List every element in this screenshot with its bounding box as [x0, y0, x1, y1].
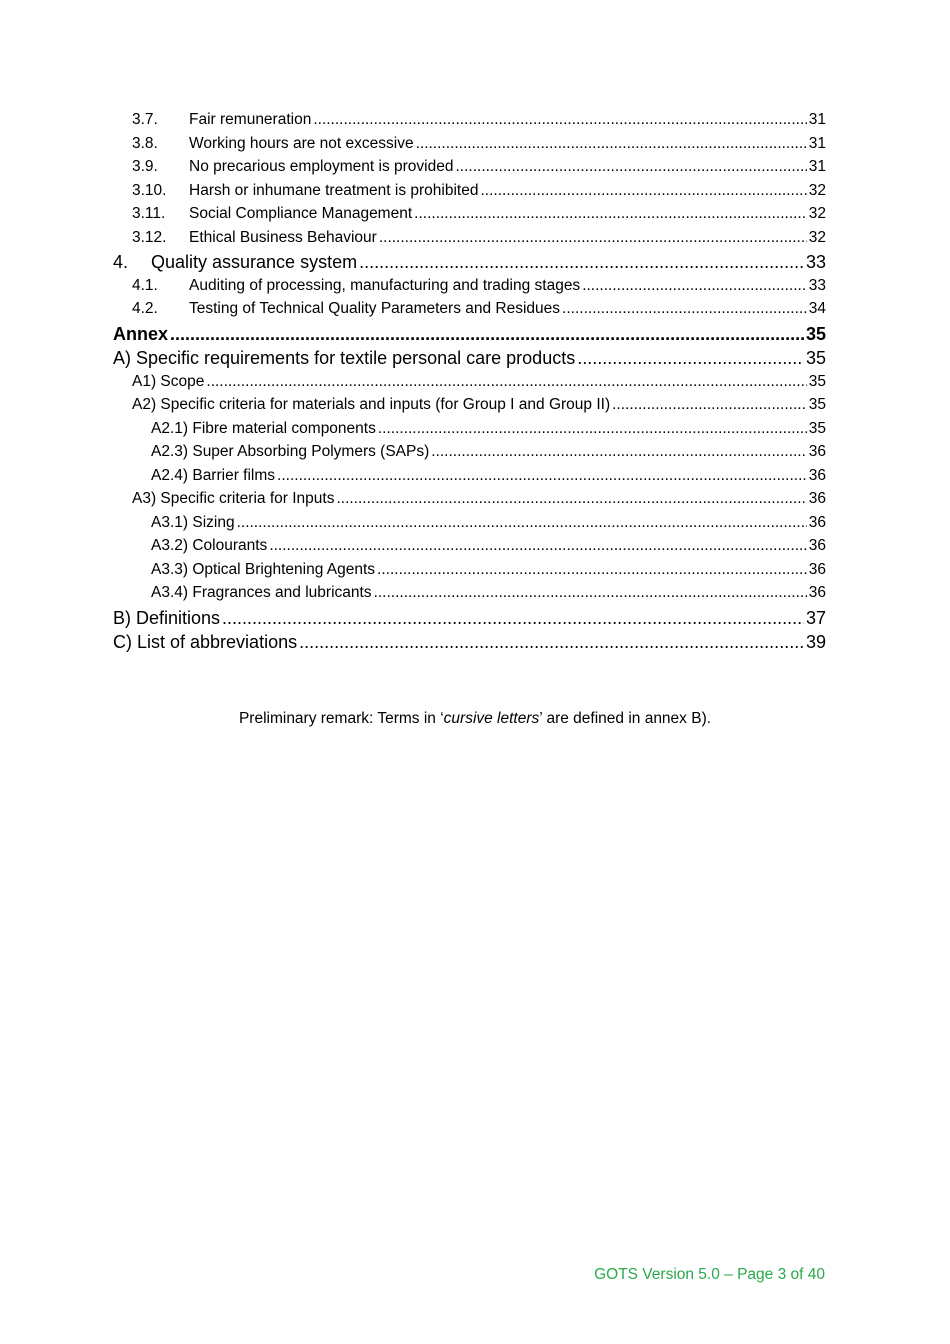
toc-entry-title: A2) Specific criteria for materials and inputs (for Group I and Group II)	[132, 396, 611, 413]
toc-entry-title: A) Specific requirements for textile personal care products	[113, 348, 576, 368]
toc-dot-leader	[455, 158, 806, 176]
toc-entry[interactable]	[113, 135, 826, 159]
toc-entry-number: 3.12.	[132, 228, 167, 246]
toc-entry-title: Harsh or inhumane treatment is prohibited	[189, 181, 479, 199]
toc-entry-number: 3.7.	[132, 111, 158, 128]
toc-entry[interactable]	[113, 537, 826, 561]
toc-entry[interactable]	[113, 608, 826, 633]
toc-entry-title: C) List of abbreviations	[113, 632, 298, 652]
remark-italic-term: cursive letters	[443, 710, 540, 727]
toc-entry[interactable]	[113, 348, 826, 373]
toc-entry-page: 34	[808, 300, 826, 317]
preliminary-remark	[0, 710, 950, 728]
toc-entry-page: 35	[808, 419, 826, 437]
toc-entry[interactable]	[113, 182, 826, 206]
toc-entry[interactable]	[113, 277, 826, 301]
toc-dot-leader	[377, 561, 807, 579]
toc-dot-leader	[313, 111, 806, 129]
toc-entry-title: No precarious employment is provided	[189, 158, 454, 175]
page-footer: GOTS Version 5.0 – Page 3 of 40	[594, 1266, 825, 1283]
toc-dot-leader	[237, 514, 807, 532]
toc-entry-page: 35	[805, 323, 826, 344]
toc-entry[interactable]	[113, 396, 826, 420]
toc-entry-page: 36	[808, 443, 826, 460]
toc-entry-title: Auditing of processing, manufacturing and trading stages	[189, 276, 581, 294]
toc-entry[interactable]	[113, 373, 826, 397]
toc-entry[interactable]	[113, 229, 826, 253]
toc-entry-page: 36	[808, 513, 826, 531]
toc-dot-leader	[378, 420, 807, 438]
toc-dot-leader	[299, 632, 804, 653]
toc-dot-leader	[379, 229, 807, 247]
toc-entry-title: A3.1) Sizing	[151, 513, 235, 531]
toc-entry-page: 35	[808, 372, 826, 390]
toc-entry-page: 36	[808, 490, 826, 507]
toc-entry-page: 36	[808, 560, 826, 578]
toc-entry[interactable]	[113, 561, 826, 585]
toc-entry-number: 4.2.	[132, 300, 158, 317]
toc-entry[interactable]	[113, 111, 826, 135]
toc-entry[interactable]	[113, 443, 826, 467]
toc-dot-leader	[170, 324, 804, 345]
toc-entry[interactable]	[113, 158, 826, 182]
toc-dot-leader	[582, 277, 807, 295]
toc-entry-page: 37	[805, 607, 826, 628]
toc-dot-leader	[277, 467, 807, 485]
toc-entry-page: 36	[808, 537, 826, 554]
toc-dot-leader	[222, 608, 804, 629]
toc-entry-page: 32	[808, 205, 826, 222]
toc-dot-leader	[414, 205, 807, 223]
toc-dot-leader	[612, 396, 807, 414]
toc-entry[interactable]	[113, 205, 826, 229]
toc-entry-number: 3.8.	[132, 134, 158, 152]
toc-entry-title: Fair remuneration	[189, 111, 312, 128]
toc-entry-title: A3.2) Colourants	[151, 537, 268, 554]
toc-dot-leader	[206, 373, 806, 391]
toc-entry-number: 3.9.	[132, 158, 158, 175]
toc-dot-leader	[577, 348, 804, 369]
toc-entry[interactable]	[113, 514, 826, 538]
toc-entry-title: Annex	[113, 323, 169, 344]
toc-entry-page: 31	[808, 111, 826, 128]
toc-entry-page: 33	[808, 276, 826, 294]
remark-text-before: Preliminary remark: Terms in ‘	[238, 710, 444, 727]
toc-entry-title: B) Definitions	[113, 607, 221, 628]
toc-entry-title: A3.4) Fragrances and lubricants	[151, 584, 372, 601]
toc-entry[interactable]	[113, 420, 826, 444]
toc-entry-page: 39	[805, 632, 826, 652]
toc-dot-leader	[269, 537, 806, 555]
toc-entry-page: 32	[808, 228, 826, 246]
toc-entry-title: A3) Specific criteria for Inputs	[132, 490, 335, 507]
toc-dot-leader	[359, 252, 804, 273]
toc-entry-title: Social Compliance Management	[189, 205, 413, 222]
toc-dot-leader	[374, 584, 807, 602]
toc-entry[interactable]	[113, 324, 826, 349]
toc-entry-page: 32	[808, 181, 826, 199]
toc-entry[interactable]	[113, 584, 826, 608]
toc-entry-number: 4.	[113, 252, 129, 272]
toc-entry-title: Testing of Technical Quality Parameters and Residues	[189, 300, 561, 317]
toc-entry-number: 3.10.	[132, 181, 167, 199]
toc-entry[interactable]	[113, 490, 826, 514]
toc-entry-title: A2.1) Fibre material components	[151, 419, 376, 437]
toc-entry-title: A2.4) Barrier films	[151, 466, 276, 484]
toc-entry-number: 4.1.	[132, 276, 158, 294]
toc-dot-leader	[480, 182, 806, 200]
toc-entry[interactable]	[113, 632, 826, 657]
toc-entry-number: 3.11.	[132, 205, 166, 222]
toc-entry[interactable]	[113, 252, 826, 277]
toc-entry-title: Working hours are not excessive	[189, 134, 414, 152]
table-of-contents	[113, 111, 826, 657]
toc-dot-leader	[416, 135, 807, 153]
toc-dot-leader	[336, 490, 806, 508]
toc-entry-page: 36	[808, 584, 826, 601]
toc-dot-leader	[431, 443, 806, 461]
toc-entry-title: Quality assurance system	[151, 252, 358, 272]
toc-entry[interactable]	[113, 300, 826, 324]
toc-entry-page: 33	[805, 252, 826, 272]
toc-entry[interactable]	[113, 467, 826, 491]
toc-entry-page: 36	[808, 466, 826, 484]
toc-entry-title: A3.3) Optical Brightening Agents	[151, 560, 376, 578]
toc-dot-leader	[562, 300, 807, 318]
toc-entry-page: 31	[808, 134, 826, 152]
toc-entry-page: 31	[808, 158, 826, 175]
toc-entry-title: A2.3) Super Absorbing Polymers (SAPs)	[151, 443, 430, 460]
toc-entry-title: Ethical Business Behaviour	[189, 228, 377, 246]
toc-entry-page: 35	[805, 348, 826, 368]
toc-entry-page: 35	[808, 396, 826, 413]
remark-text-after: ’ are defined in annex B).	[539, 710, 712, 727]
toc-entry-title: A1) Scope	[132, 372, 205, 390]
